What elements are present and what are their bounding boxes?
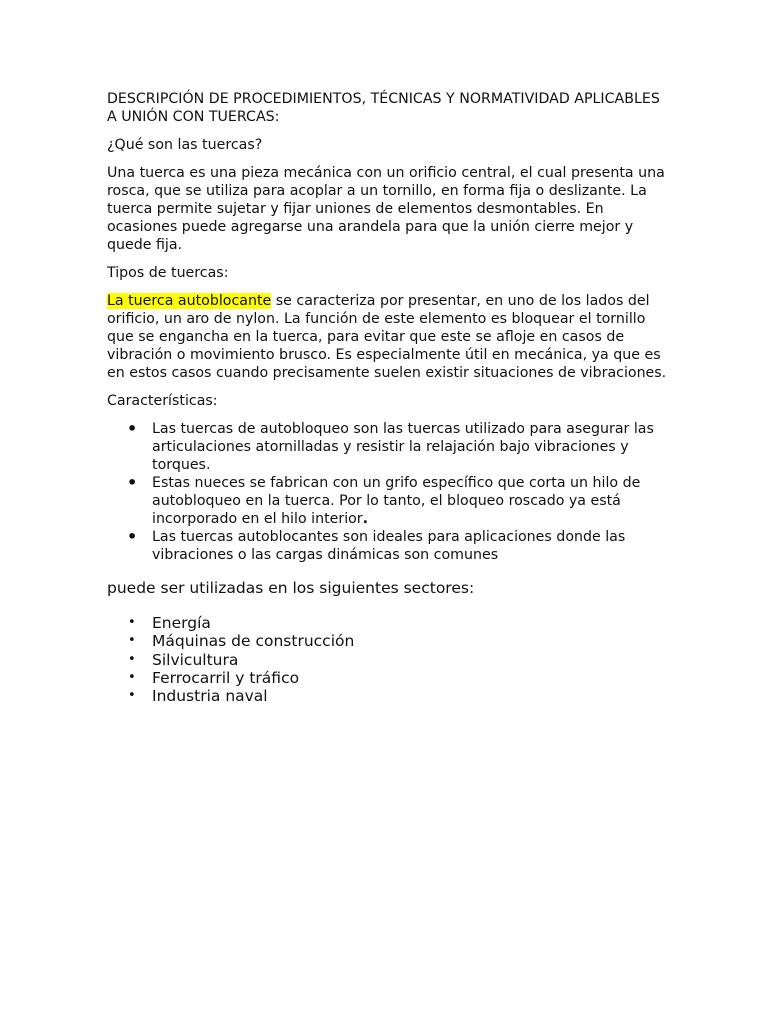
caracteristicas-heading: Características: bbox=[107, 393, 218, 409]
highlighted-term: La tuerca autoblocante bbox=[107, 293, 272, 309]
bullet-icon: • bbox=[127, 419, 138, 438]
list-item-text: Industria naval bbox=[152, 687, 268, 706]
bullet-icon: • bbox=[128, 688, 136, 704]
list-item bbox=[107, 528, 667, 564]
list-item bbox=[107, 687, 667, 705]
bullet-icon: • bbox=[127, 473, 138, 492]
document-title: DESCRIPCIÓN DE PROCEDIMIENTOS, TÉCNICAS Y NORMATIVIDAD APLICABLES A UNIÓN CON TUERCAS: bbox=[107, 91, 660, 125]
caracteristicas-list bbox=[107, 420, 667, 564]
bullet-icon: • bbox=[128, 669, 136, 685]
list-item bbox=[107, 651, 667, 669]
list-item-text: Energía bbox=[152, 614, 211, 632]
bold-period: . bbox=[362, 511, 369, 527]
bullet-icon: • bbox=[128, 651, 136, 667]
list-item-text: Las tuercas de autobloqueo son las tuercas utilizado para asegurar las articulaciones atornilladas y resistir la relajación bajo vibraciones y torques. bbox=[152, 421, 654, 473]
intro-paragraph: Una tuerca es una pieza mecánica con un orificio central, el cual presenta una rosca, que se utiliza para acoplar a un tornillo, en forma fija o deslizante. La tuerca permite sujetar y fijar uniones de elementos desmontables. En ocasiones puede agregarse una arandela para que la unión cierre mejor y quede fija. bbox=[107, 165, 665, 253]
list-item bbox=[107, 614, 667, 632]
list-item-text: Estas nueces se fabrican con un grifo específico que corta un hilo de autobloqueo en la tuerca. Por lo tanto, el bloqueo roscado ya está incorporado en el hilo interior bbox=[152, 475, 641, 527]
list-item-text: Máquinas de construcción bbox=[152, 632, 355, 651]
list-item-text: Ferrocarril y tráfico bbox=[152, 668, 300, 687]
bullet-icon: • bbox=[128, 615, 136, 630]
list-item-text: Silvicultura bbox=[152, 650, 239, 669]
list-item bbox=[107, 474, 667, 528]
tipos-heading: Tipos de tuercas: bbox=[107, 265, 229, 281]
bullet-icon: • bbox=[127, 527, 138, 546]
list-item bbox=[107, 632, 667, 650]
document-page bbox=[107, 90, 667, 705]
question-heading: ¿Qué son las tuercas? bbox=[107, 137, 263, 153]
sectores-intro: puede ser utilizadas en los siguientes sectores: bbox=[107, 579, 475, 597]
autoblocante-text: se caracteriza por presentar, en uno de los lados del orificio, un aro de nylon. La función de este elemento es bloquear el tornillo que se engancha en la tuerca, para evitar que este se afloje en casos de vibración o movimiento brusco. Es especialmente útil en mecánica, ya que es en estos casos cuando precisamente suelen existir situaciones de vibraciones. bbox=[107, 293, 667, 381]
sectores-list bbox=[107, 614, 667, 705]
bullet-icon: • bbox=[128, 633, 136, 649]
list-item-text: Las tuercas autoblocantes son ideales para aplicaciones donde las vibraciones o las cargas dinámicas son comunes bbox=[152, 529, 626, 563]
autoblocante-paragraph bbox=[107, 292, 667, 382]
list-item bbox=[107, 669, 667, 687]
list-item bbox=[107, 420, 667, 474]
